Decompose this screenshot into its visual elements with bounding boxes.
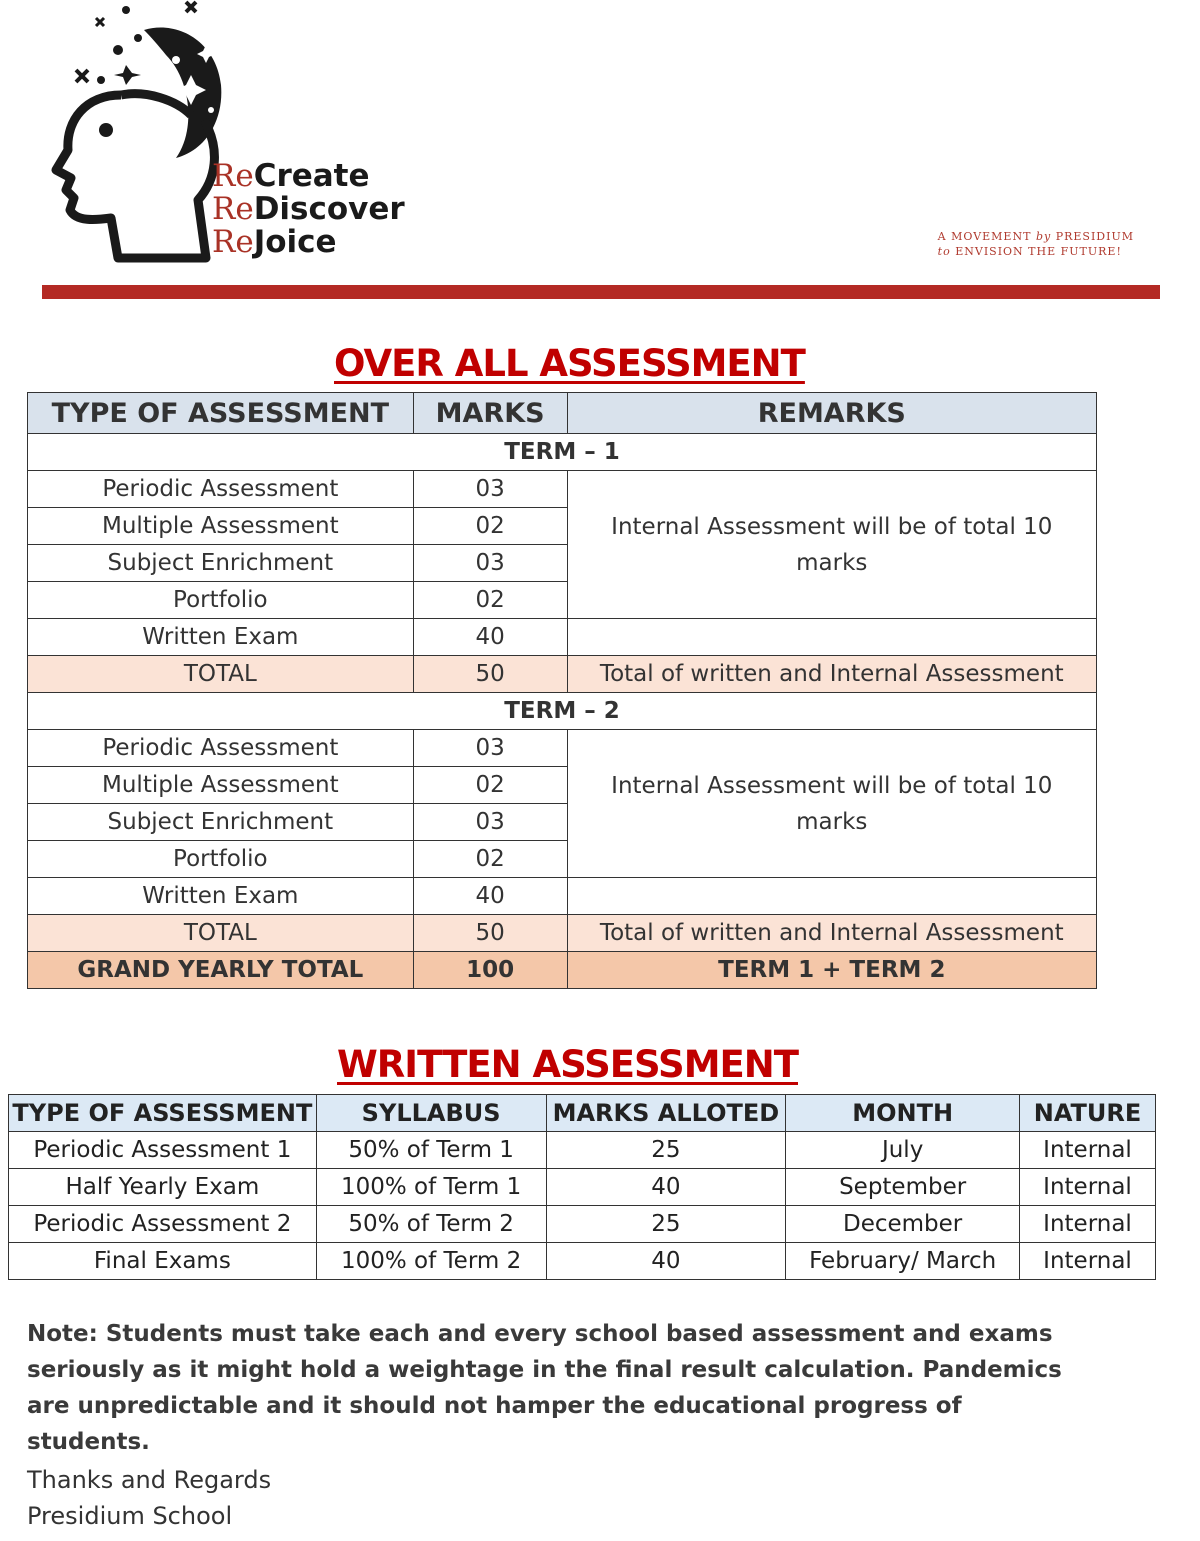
marks-cell: 02	[413, 841, 567, 878]
grand-total-row	[28, 952, 1097, 989]
type-cell: Multiple Assessment	[28, 508, 414, 545]
marks-cell: 40	[546, 1243, 786, 1280]
table-row	[28, 619, 1097, 656]
marks-cell: 25	[546, 1132, 786, 1169]
column-header: MARKS	[413, 393, 567, 434]
overall-assessment-table	[27, 392, 1097, 989]
column-header: MONTH	[786, 1095, 1020, 1132]
month-cell: December	[786, 1206, 1020, 1243]
term-label: TERM – 2	[28, 693, 1097, 730]
remark-cell	[567, 878, 1096, 915]
type-cell: GRAND YEARLY TOTAL	[28, 952, 414, 989]
overall-title: OVER ALL ASSESSMENT	[334, 342, 805, 385]
nature-cell: Internal	[1020, 1243, 1156, 1280]
term-row	[28, 693, 1097, 730]
nature-cell: Internal	[1020, 1206, 1156, 1243]
tagline-line: ReDiscover	[212, 191, 405, 227]
type-cell: Periodic Assessment	[28, 471, 414, 508]
marks-cell: 03	[413, 545, 567, 582]
written-title: WRITTEN ASSESSMENT	[337, 1043, 798, 1086]
month-cell: September	[786, 1169, 1020, 1206]
remark-cell: TERM 1 + TERM 2	[567, 952, 1096, 989]
marks-cell: 50	[413, 656, 567, 693]
movement-tagline: A MOVEMENT by PRESIDIUM to ENVISION THE FUTURE!	[937, 230, 1134, 258]
type-cell: Written Exam	[28, 878, 414, 915]
syllabus-cell: 100% of Term 2	[316, 1243, 546, 1280]
type-cell: Written Exam	[28, 619, 414, 656]
marks-cell: 40	[413, 878, 567, 915]
marks-cell: 02	[413, 508, 567, 545]
term-label: TERM – 1	[28, 434, 1097, 471]
nature-cell: Internal	[1020, 1132, 1156, 1169]
total-row	[28, 915, 1097, 952]
type-cell: Periodic Assessment 2	[9, 1206, 317, 1243]
syllabus-cell: 50% of Term 2	[316, 1206, 546, 1243]
remark-cell: Internal Assessment will be of total 10 marks	[567, 471, 1096, 619]
marks-cell: 100	[413, 952, 567, 989]
type-cell: TOTAL	[28, 915, 414, 952]
type-cell: Subject Enrichment	[28, 804, 414, 841]
table-header-row	[9, 1095, 1156, 1132]
type-cell: Subject Enrichment	[28, 545, 414, 582]
column-header: NATURE	[1020, 1095, 1156, 1132]
marks-cell: 25	[546, 1206, 786, 1243]
month-cell: February/ March	[786, 1243, 1020, 1280]
syllabus-cell: 50% of Term 1	[316, 1132, 546, 1169]
table-row	[9, 1206, 1156, 1243]
table-row	[28, 471, 1097, 508]
type-cell: Half Yearly Exam	[9, 1169, 317, 1206]
marks-cell: 03	[413, 730, 567, 767]
column-header: SYLLABUS	[316, 1095, 546, 1132]
remark-cell: Total of written and Internal Assessment	[567, 656, 1096, 693]
header-divider	[42, 285, 1160, 299]
table-header-row	[28, 393, 1097, 434]
remark-cell	[567, 619, 1096, 656]
column-header: TYPE OF ASSESSMENT	[9, 1095, 317, 1132]
month-cell: July	[786, 1132, 1020, 1169]
table-row	[9, 1243, 1156, 1280]
tagline-line: ReJoice	[212, 224, 337, 260]
type-cell: Portfolio	[28, 582, 414, 619]
type-cell: TOTAL	[28, 656, 414, 693]
marks-cell: 40	[413, 619, 567, 656]
table-row	[9, 1132, 1156, 1169]
syllabus-cell: 100% of Term 1	[316, 1169, 546, 1206]
marks-cell: 40	[546, 1169, 786, 1206]
school-name: Presidium School	[27, 1502, 233, 1530]
type-cell: Final Exams	[9, 1243, 317, 1280]
tagline-line: ReCreate	[212, 158, 370, 194]
signoff	[27, 1462, 271, 1534]
total-row	[28, 656, 1097, 693]
table-row	[28, 730, 1097, 767]
note-paragraph: Note: Students must take each and every school based assessment and exams seriously as it might hold a weightage in the final result calculation. Pandemics are unpredictable and it should not hamper the educational progress of students.	[27, 1321, 1062, 1455]
tagline	[212, 160, 405, 259]
marks-cell: 03	[413, 804, 567, 841]
marks-cell: 50	[413, 915, 567, 952]
type-cell: Portfolio	[28, 841, 414, 878]
marks-cell: 02	[413, 582, 567, 619]
type-cell: Periodic Assessment	[28, 730, 414, 767]
written-assessment-table	[8, 1094, 1156, 1280]
marks-cell: 02	[413, 767, 567, 804]
table-row	[9, 1169, 1156, 1206]
marks-cell: 03	[413, 471, 567, 508]
remark-cell: Total of written and Internal Assessment	[567, 915, 1096, 952]
logo	[26, 0, 446, 275]
nature-cell: Internal	[1020, 1169, 1156, 1206]
remark-cell: Internal Assessment will be of total 10 marks	[567, 730, 1096, 878]
term-row	[28, 434, 1097, 471]
type-cell: Periodic Assessment 1	[9, 1132, 317, 1169]
column-header: MARKS ALLOTED	[546, 1095, 786, 1132]
column-header: TYPE OF ASSESSMENT	[28, 393, 414, 434]
column-header: REMARKS	[567, 393, 1096, 434]
table-row	[28, 878, 1097, 915]
type-cell: Multiple Assessment	[28, 767, 414, 804]
regards-line: Thanks and Regards	[27, 1466, 272, 1494]
